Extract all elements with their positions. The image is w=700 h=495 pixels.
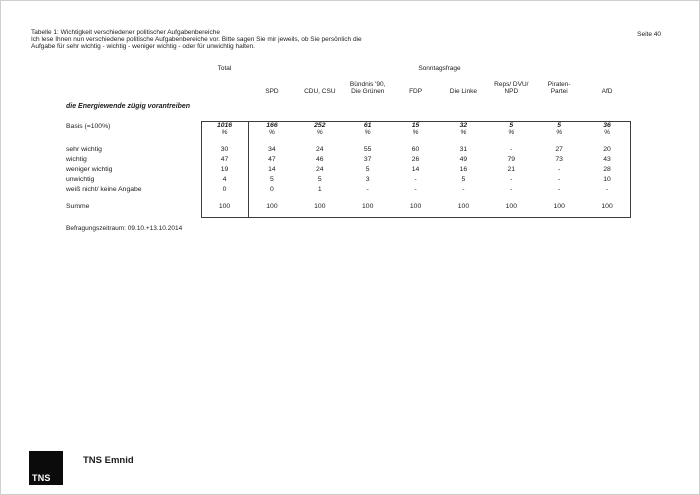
- column-header-party: [583, 78, 631, 95]
- table-cell: -: [414, 186, 417, 193]
- table-cell: 26: [411, 156, 420, 163]
- table-cell: 0: [222, 186, 227, 193]
- basis-percent-sign: %: [316, 128, 323, 136]
- table-cell: -: [605, 186, 609, 193]
- table-cell: 0: [270, 186, 274, 193]
- table-cell: 100: [218, 203, 231, 210]
- basis-percent-sign: %: [604, 128, 611, 136]
- table-cell: 100: [266, 203, 278, 210]
- survey-period: Befragungszeitraum: 09.10.+13.10.2014: [66, 225, 183, 232]
- column-group-sonntagsfrage: Sonntagsfrage: [418, 65, 461, 72]
- basis-cell: [535, 123, 583, 137]
- table-cell: 20: [603, 146, 611, 153]
- table-cell: 1: [317, 186, 322, 193]
- basis-percent-sign: %: [221, 128, 228, 136]
- basis-cell: [344, 123, 392, 137]
- table-cell: 100: [601, 203, 613, 210]
- column-header-line: Die Linke: [449, 88, 477, 95]
- table-cell: 24: [316, 146, 324, 153]
- table-row-label: weniger wichtig: [66, 166, 113, 173]
- basis-cell: [440, 123, 488, 137]
- basis-cell: [392, 123, 440, 137]
- basis-value: 5: [557, 122, 562, 129]
- column-header-total: Total: [217, 65, 232, 72]
- column-header-party: [535, 78, 583, 95]
- basis-value: 5: [509, 122, 514, 129]
- table-cell: -: [510, 186, 513, 193]
- table-cell: 34: [268, 146, 276, 153]
- table-row-label: Summe: [66, 203, 90, 210]
- table-cell: 100: [409, 203, 422, 210]
- basis-cell: [296, 123, 344, 137]
- table-cell: 100: [505, 203, 517, 210]
- table-row-label: unwichtig: [66, 176, 95, 183]
- column-header-party: [440, 78, 488, 95]
- table-cell: 37: [363, 156, 372, 163]
- column-header-party: [344, 78, 392, 95]
- table-cell: 21: [507, 166, 516, 173]
- column-header-line: Die Grünen: [351, 88, 385, 95]
- logo-name: TNS Emnid: [83, 455, 134, 466]
- table-cell: 47: [268, 156, 276, 163]
- basis-label: Basis (=100%): [66, 122, 111, 130]
- table-cell: 100: [314, 203, 326, 210]
- basis-value: 32: [459, 122, 468, 129]
- table-cell: 79: [507, 156, 516, 163]
- column-header-party: [248, 78, 296, 95]
- column-header-line: AfD: [601, 88, 613, 95]
- basis-cell: [201, 123, 248, 137]
- column-header-party: [296, 78, 344, 95]
- table-cell: 3: [365, 176, 370, 183]
- table-cell: 24: [316, 166, 324, 173]
- table-row-label: weiß nicht/ keine Angabe: [66, 186, 142, 193]
- table-cell: -: [510, 176, 513, 183]
- column-header-party: [487, 78, 535, 95]
- table-cell: 46: [316, 156, 324, 163]
- column-header-line: Piraten-: [547, 81, 571, 88]
- table-cell: 30: [220, 146, 229, 153]
- column-header-line: Partei: [550, 88, 568, 95]
- table-cell: -: [366, 186, 369, 193]
- basis-value: 166: [266, 122, 278, 129]
- table-cell: 43: [603, 156, 611, 163]
- column-header-line: SPD: [265, 88, 279, 95]
- column-header-line: Reps/ DVU/: [494, 81, 529, 88]
- column-header-line: CDU, CSU: [304, 88, 336, 95]
- table-cell: 73: [555, 156, 563, 163]
- basis-percent-sign: %: [268, 128, 275, 136]
- basis-value: 61: [363, 122, 372, 129]
- table-cell: 60: [411, 146, 420, 153]
- column-header-party: [392, 78, 440, 95]
- table-cell: 100: [362, 203, 374, 210]
- table-intro-line1: Ich lese Ihnen nun verschiedene politische Aufgabenbereiche vor. Bitte sagen Sie mir jeweils, ob Sie persönlich die: [31, 36, 362, 43]
- table-cell: 5: [270, 176, 274, 183]
- table-cell: -: [558, 166, 561, 173]
- basis-value: 1016: [216, 122, 233, 129]
- table-cell: -: [462, 186, 465, 193]
- table-cell: 14: [411, 166, 420, 173]
- basis-value: 36: [603, 122, 611, 129]
- basis-cell: [583, 123, 631, 137]
- table-cell: 55: [363, 146, 372, 153]
- table-cell: -: [414, 176, 417, 183]
- table-cell: 100: [457, 203, 470, 210]
- table-cell: 47: [220, 156, 229, 163]
- table-row-label: sehr wichtig: [66, 146, 102, 153]
- question-title: die Energiewende zügig vorantreiben: [66, 103, 191, 110]
- basis-cell: [248, 123, 296, 137]
- page-number: Seite 40: [637, 31, 661, 38]
- table-cell: 31: [459, 146, 468, 153]
- basis-cell: [487, 123, 535, 137]
- table-header-block: [31, 29, 362, 50]
- table-cell: 19: [220, 166, 229, 173]
- table-intro-line2: Aufgabe für sehr wichtig - wichtig - weniger wichtig - oder für unwichtig halten.: [31, 43, 255, 50]
- table-cell: 49: [459, 156, 468, 163]
- column-header-line: Bündnis '90,: [349, 81, 386, 88]
- basis-percent-sign: %: [508, 128, 515, 136]
- basis-percent-sign: %: [412, 128, 419, 136]
- table-cell: 28: [603, 166, 611, 173]
- table-title: Tabelle 1: Wichtigkeit verschiedener politischer Aufgabenbereiche: [31, 29, 220, 36]
- table-cell: 16: [459, 166, 468, 173]
- table-cell: 100: [553, 203, 565, 210]
- basis-percent-sign: %: [556, 128, 563, 136]
- basis-value: 252: [314, 122, 326, 129]
- tns-logo: [29, 451, 63, 485]
- table-cell: 5: [317, 176, 322, 183]
- table-cell: 27: [555, 146, 563, 153]
- table-cell: 4: [222, 176, 227, 183]
- table-cell: 5: [365, 166, 370, 173]
- table-cell: 10: [603, 176, 611, 183]
- table-cell: -: [558, 186, 561, 193]
- table-row-label: wichtig: [66, 156, 87, 163]
- basis-percent-sign: %: [460, 128, 467, 136]
- column-header-line: NPD: [504, 88, 519, 95]
- column-header-line: FDP: [409, 88, 423, 95]
- table-cell: -: [558, 176, 561, 183]
- basis-value: 15: [411, 122, 420, 129]
- basis-percent-sign: %: [364, 128, 371, 136]
- table-cell: 14: [268, 166, 276, 173]
- tns-logo-text: TNS: [32, 473, 51, 483]
- table-cell: 5: [461, 176, 466, 183]
- table-cell: -: [510, 146, 513, 153]
